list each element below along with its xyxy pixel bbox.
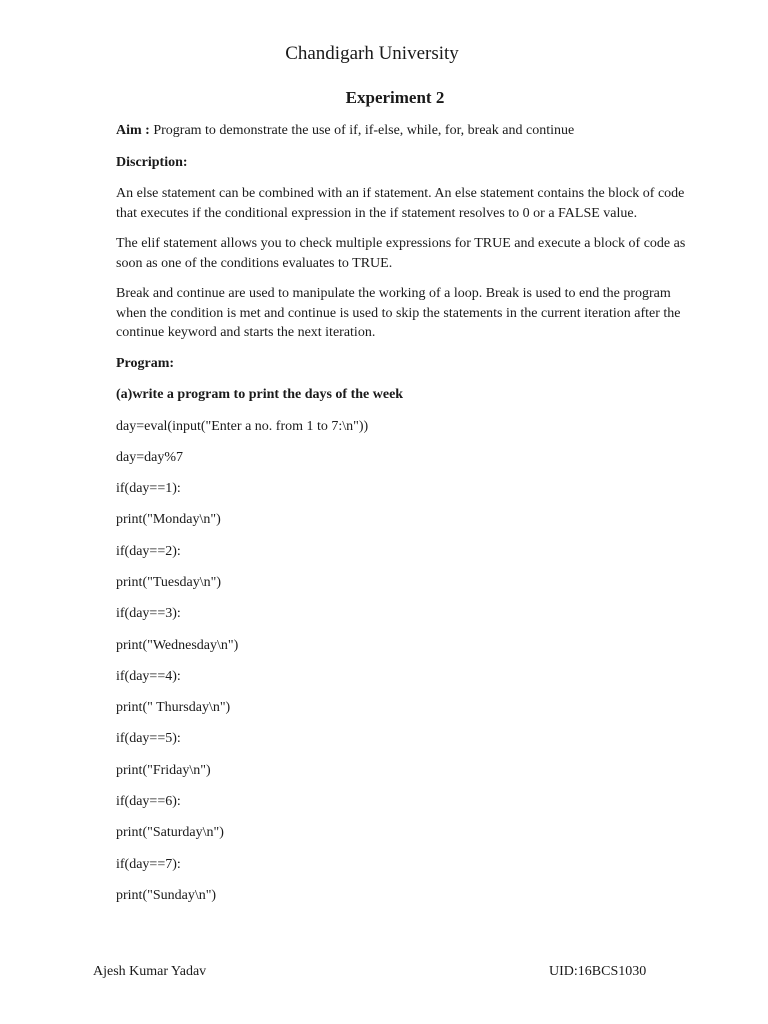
university-header: Chandigarh University [285,43,459,64]
code-line: print("Saturday\n") [116,825,224,841]
code-line: if(day==6): [116,794,181,810]
footer-author: Ajesh Kumar Yadav [93,964,207,979]
experiment-title: Experiment 2 [345,88,445,107]
code-line: print("Sunday\n") [116,887,217,903]
code-line: day=day%7 [116,449,183,465]
description-paragraph: An else statement can be combined with an if statement. An else statement contains the block of code that executes if the conditional expression in the if statement resolves to 0 or a FALSE value. [116,186,685,221]
code-line: print("Tuesday\n") [116,574,222,590]
task-heading: (a)write a program to print the days of the week [116,387,404,402]
code-listing [116,417,686,906]
code-line: print("Monday\n") [116,512,221,528]
program-heading: Program: [116,355,175,371]
code-line: if(day==3): [116,606,181,622]
code-line: if(day==2): [116,543,181,559]
aim-text: Program to demonstrate the use of if, if-else, while, for, break and continue [149,123,575,138]
aim-line [116,121,686,141]
description-heading: Discription: [116,154,188,170]
code-line: if(day==7): [116,856,181,872]
code-line: print(" Thursday\n") [116,700,231,716]
description-paragraph: The elif statement allows you to check multiple expressions for TRUE and execute a block of code as soon as one of the conditions evaluates to TRUE. [116,236,686,271]
footer-uid: UID:16BCS1030 [549,964,647,979]
code-line: if(day==5): [116,731,181,747]
code-line: print("Friday\n") [116,762,211,778]
code-line: if(day==1): [116,481,181,497]
code-line: day=eval(input("Enter a no. from 1 to 7:\n")) [116,418,369,434]
description-paragraph: Break and continue are used to manipulate the working of a loop. Break is used to end the program when the condition is met and continue is used to skip the statements in the current iteration after the continue keyword and starts the next iteration. [116,286,681,340]
code-line: if(day==4): [116,668,181,684]
aim-label: Aim : [116,123,150,138]
code-line: print("Wednesday\n") [116,637,239,653]
document-body [116,121,686,917]
